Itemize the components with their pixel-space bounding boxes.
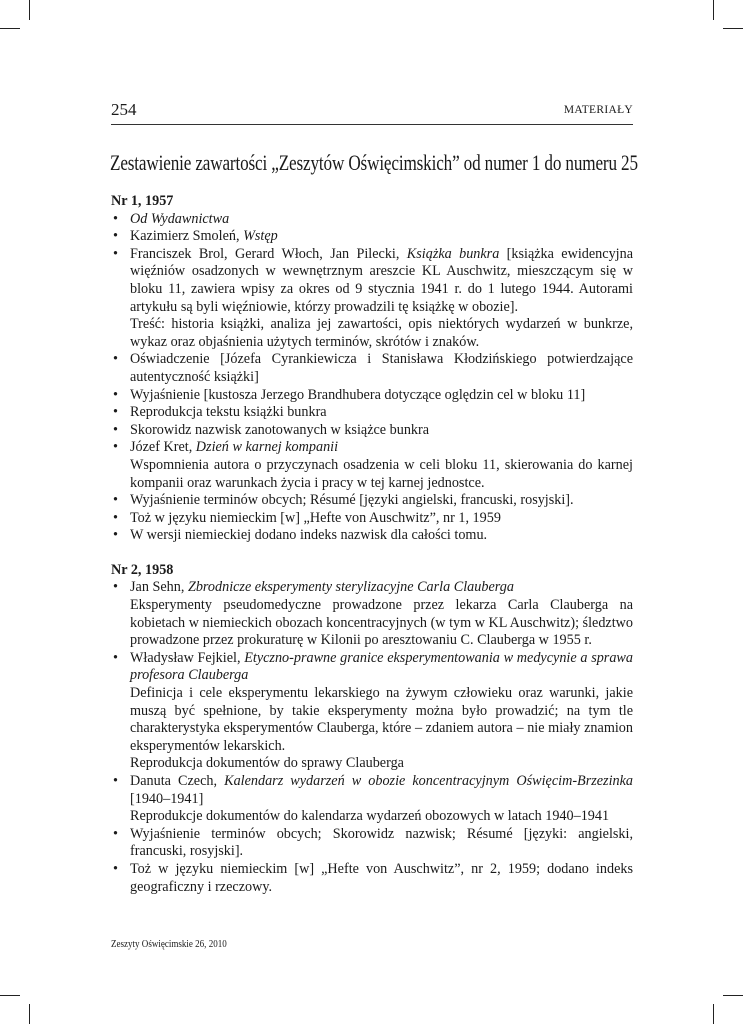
entry-title: Zbrodnicze eksperymenty sterylizacyjne Carla Clauberga: [187, 579, 514, 596]
entry-text: Wyjaśnienie [kustosza Jerzego Brandhubera dotyczące oględzin cel w bloku 11]: [130, 386, 586, 403]
entry-line: [130, 650, 633, 685]
list-item: [111, 492, 633, 510]
entry-title: Od Wydawnictwa: [130, 210, 230, 227]
entry-line: [130, 387, 633, 405]
list-item: [111, 579, 633, 649]
crop-mark: [723, 995, 743, 996]
entry-line: [130, 351, 633, 386]
entry-line: [130, 422, 633, 440]
crop-mark: [29, 1004, 30, 1024]
entry-text: Wyjaśnienie terminów obcych; Résumé [języki angielski, francuski, rosyjski].: [130, 492, 574, 509]
entry-description: Treść: historia książki, analiza jej zawartości, opis niektórych wydarzeń w bunkrze, wykaz oraz objaśnienia użytych terminów, skrótów i znaków.: [130, 316, 633, 350]
issue-section: [111, 193, 633, 545]
list-item: [111, 404, 633, 422]
entry-text: Reprodukcja tekstu książki bunkra: [130, 404, 327, 421]
entry-line: [130, 527, 633, 545]
list-item: [111, 510, 633, 528]
list-item: [111, 826, 633, 861]
entry-text: Oświadczenie [Józefa Cyrankiewicza i Stanisława Kłodzińskiego potwierdzające autentyczność książki]: [130, 351, 633, 385]
footer-journal: Zeszyty Oświęcimskie 26, 2010: [111, 938, 227, 950]
entry-line: [130, 228, 633, 246]
crop-mark: [0, 995, 20, 996]
list-item: [111, 246, 633, 352]
entry-title: Dzień w karnej kompanii: [195, 439, 339, 456]
entry-text: Skorowidz nazwisk zanotowanych w książce bunkra: [130, 421, 430, 438]
issues-container: [111, 193, 633, 896]
entry-line: [130, 579, 633, 597]
entry-note: [1940–1941]: [130, 790, 204, 807]
crop-mark: [0, 28, 20, 29]
list-item: [111, 773, 633, 826]
entry-text: Danuta Czech,: [130, 773, 225, 789]
crop-mark: [723, 28, 743, 29]
list-item: [111, 351, 633, 386]
entry-text: Franciszek Brol, Gerard Włoch, Jan Pilecki,: [130, 245, 407, 262]
list-item: [111, 439, 633, 492]
article-title: Zestawienie zawartości „Zeszytów Oświęcimskich” od numer 1 do numeru 25: [110, 150, 638, 175]
entry-text: Kazimierz Smoleń,: [130, 228, 244, 245]
list-item: [111, 861, 633, 896]
entry-description: Reprodukcje dokumentów do kalendarza wydarzeń obozowych w latach 1940–1941: [130, 808, 610, 825]
entry-text: Jan Sehn,: [130, 579, 188, 596]
entry-description: Eksperymenty pseudomedyczne prowadzone przez lekarza Carla Clauberga na kobietach w niemieckich obozach koncentracyjnych (w tym w KL Auschwitz); śledztwo prowadzone przez prokuraturę w Kilonii po aresztowaniu C. Clauberga w 1955 r.: [130, 597, 633, 649]
list-item: [111, 228, 633, 246]
entry-description: Reprodukcja dokumentów do sprawy Clauberga: [130, 755, 404, 772]
issue-items: [111, 211, 633, 545]
list-item: [111, 422, 633, 440]
list-item: [111, 650, 633, 773]
entry-title: Wstęp: [243, 228, 278, 245]
crop-mark: [713, 1004, 714, 1024]
contents-list: [111, 193, 633, 896]
entry-text: W wersji niemieckiej dodano indeks nazwisk dla całości tomu.: [130, 527, 488, 544]
entry-line: [130, 773, 633, 808]
entry-text: Józef Kret,: [130, 439, 196, 456]
list-item: [111, 527, 633, 545]
section-name: MATERIAŁY: [563, 104, 633, 116]
page-number: 254: [111, 100, 137, 119]
issue-heading: Nr 2, 1958: [111, 561, 174, 578]
entry-description: Wspomnienia autora o przyczynach osadzenia w celi bloku 11, skierowania do karnej kompanii oraz warunkach życia i pracy w tej karnej jednostce.: [130, 456, 633, 491]
issue-heading: Nr 1, 1957: [111, 193, 174, 209]
entry-title: Etyczno-prawne granice eksperymentowania w medycynie a sprawa profesora Clauberga: [130, 649, 633, 684]
entry-line: [130, 861, 633, 896]
crop-mark: [29, 0, 30, 20]
entry-line: [130, 492, 633, 510]
entry-title: Książka bunkra: [406, 245, 500, 262]
entry-line: [130, 211, 633, 229]
crop-mark: [713, 0, 714, 20]
entry-line: [130, 246, 633, 316]
issue-section: [111, 562, 633, 896]
entry-line: [130, 404, 633, 422]
list-item: [111, 211, 633, 229]
entry-note: [książka ewidencyjna więźniów osadzonych w wewnętrznym areszcie KL Auschwitz, mieszczącym się w bloku 11, zawiera wpisy za okres od 9 stycznia 1941 r. do 1 lutego 1944. Autorami artykułu są byli więźniowie, którzy prowadzili tę książkę w obozie].: [130, 245, 633, 315]
entry-text: Toż w języku niemieckim [w] „Hefte von Auschwitz”, nr 2, 1959; dodano indeks geograficzny i rzeczowy.: [130, 860, 633, 895]
entry-title: Kalendarz wydarzeń w obozie koncentracyjnym Oświęcim-Brzezinka: [224, 773, 633, 789]
entry-line: [130, 510, 633, 528]
list-item: [111, 387, 633, 405]
entry-line: [130, 826, 633, 861]
entry-text: Wyjaśnienie terminów obcych; Skorowidz nazwisk; Résumé [języki: angielski, francuski, rosyjski].: [130, 825, 633, 860]
entry-description: Definicja i cele eksperymentu lekarskiego na żywym człowieku oraz warunki, jakie muszą być spełnione, by takie eksperymenty można było prowadzić; na tym tle charakterystyka eksperymentów Clauberga, które – zdaniem autora – nie miały znamion eksperymentów lekarskich.: [130, 685, 633, 754]
running-header: [111, 98, 633, 125]
entry-text: Toż w języku niemieckim [w] „Hefte von Auschwitz”, nr 1, 1959: [130, 509, 501, 526]
issue-items: [111, 579, 633, 896]
entry-text: Władysław Fejkiel,: [130, 649, 245, 666]
entry-line: [130, 439, 633, 457]
